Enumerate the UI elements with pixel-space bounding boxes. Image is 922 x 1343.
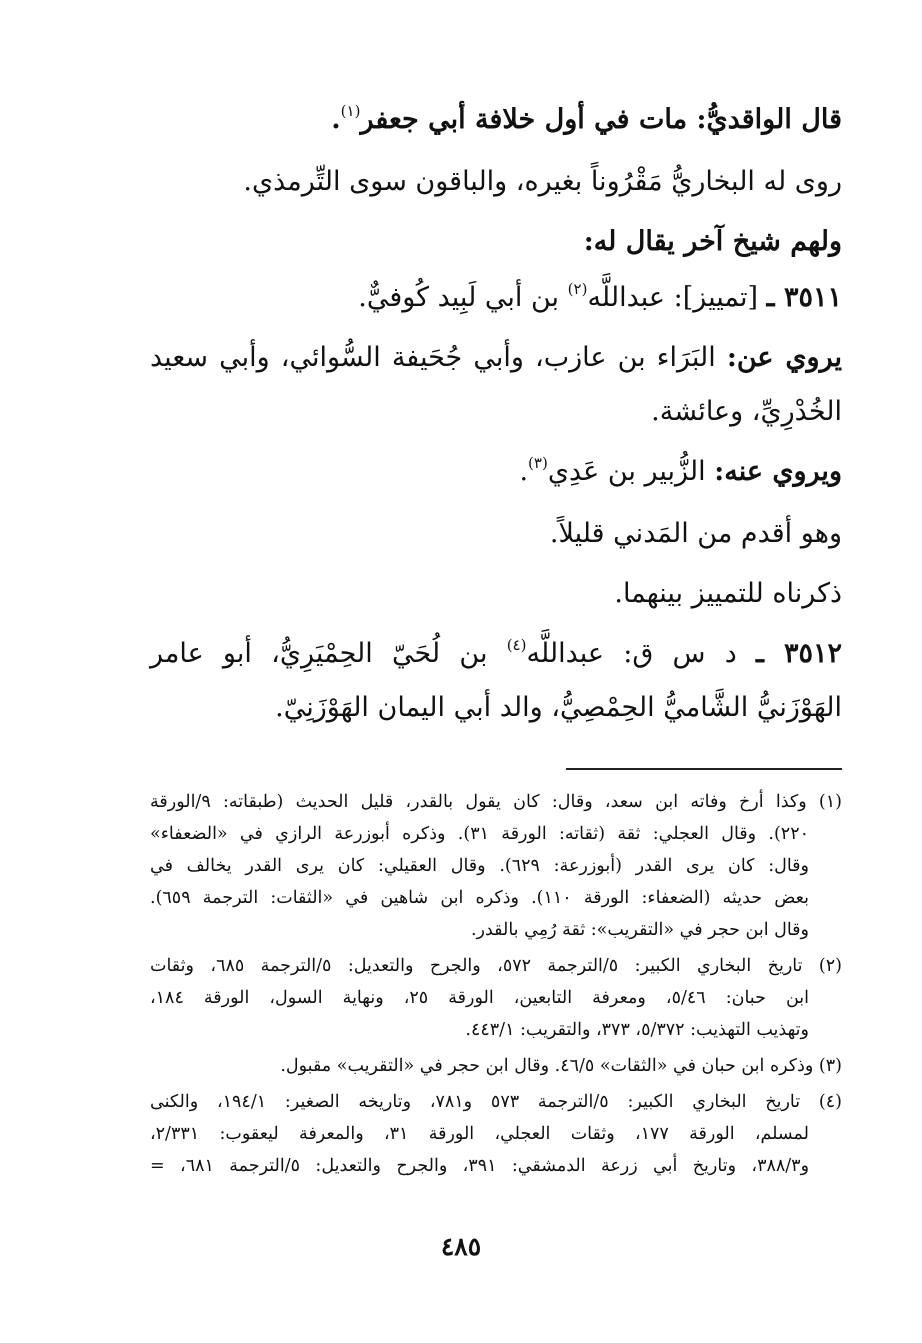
footnote-4-line-2: لمسلم، الورقة ١٧٧، وثقات العجلي، الورقة ٣١، والمعرفة ليعقوب: ٢/٣٣١،: [150, 1124, 809, 1144]
footnote-1-line-3: وقال: كان يرى القدر (أبوزرعة: ٦٢٩). وقال العقيلي: كان يرى القدر يخالف في: [150, 856, 809, 876]
main-line-2: روى له البخاريُّ مَقْرُوناً بغيره، والباقون سوى التِّرمذي.: [243, 166, 842, 197]
entry-number: ٣٥١١ ـ: [766, 282, 842, 313]
entry-3511-narrates-from-cont: الخُدْرِيِّ، وعائشة.: [651, 396, 842, 427]
page-number: ٤٨٥: [440, 1232, 482, 1261]
main-line-1: قال الواقديُّ: مات في أول خلافة أبي جعفر$^{(١)}$.: [331, 102, 842, 135]
footnote-2-line-3: وتهذيب التهذيب: ٥/٣٧٢، ٣٧٣، والتقريب: ٤٤٣/١.: [465, 1020, 809, 1040]
footnote-ref-3: (٣): [528, 454, 548, 472]
entry-3511-header: ٣٥١١ ـ [تمييز]: عبداللَّه$^{(٢)}$ بن أبي لَبِيد كُوفيٌّ.: [358, 280, 842, 313]
footnote-1-line-1: (١) وكذا أرخ وفاته ابن سعد، وقال: كان يقول بالقدر، قليل الحديث (طبقاته: ٩/الورقة: [150, 792, 842, 812]
footnote-2-line-1: (٢) تاريخ البخاري الكبير: ٥/الترجمة ٥٧٢، والجرح والتعديل: ٥/الترجمة ٦٨٥، وثقات: [150, 956, 842, 976]
footnote-ref-2: (٢): [567, 280, 588, 298]
entry-3511-note-2: ذكرناه للتمييز بينهما.: [614, 578, 842, 609]
footnote-ref-4: (٤): [506, 636, 527, 654]
entry-3512-header: ٣٥١٢ ـ د س ق: عبداللَّه$^{(٤)}$ بن لُحَيّ الحِمْيَرِيُّ، أبو عامر: [150, 636, 842, 669]
footnote-1-line-2: ٢٢٠). وقال العجلي: ثقة (ثقاته: الورقة ٣١). وذكره أبوزرعة الرازي في «الضعفاء»: [150, 824, 809, 844]
footnote-divider: [566, 768, 842, 770]
footnote-3-line-1: (٣) وذكره ابن حبان في «الثقات» ٤٦/٥. وقال ابن حجر في «التقريب» مقبول.: [280, 1056, 842, 1076]
footnote-1-line-4: بعض حديثه (الضعفاء: الورقة ١١٠). وذكره ابن شاهين في «الثقات: الترجمة ٦٥٩).: [150, 888, 809, 908]
entry-3511-note-1: وهو أقدم من المَدني قليلاً.: [549, 518, 842, 549]
footnote-4-line-1: (٤) تاريخ البخاري الكبير: ٥/الترجمة ٥٧٣ و٧٨١، وتاريخه الصغير: ١٩٤/١، والكنى: [150, 1092, 842, 1112]
footnote-4-line-3: و٣٨٨/٣، وتاريخ أبي زرعة الدمشقي: ٣٩١، والجرح والتعديل: ٥/الترجمة ٦٨١، =: [150, 1156, 810, 1176]
footnote-1-line-5: وقال ابن حجر في «التقريب»: ثقة رُمِي بالقدر.: [470, 920, 809, 940]
main-line-3: ولهم شيخ آخر يقال له:: [583, 226, 842, 257]
footnote-2-line-2: ابن حبان: ٥/٤٦، ومعرفة التابعين، الورقة ٢٥، ونهاية السول، الورقة ١٨٤،: [150, 988, 810, 1008]
entry-number: ٣٥١٢ ـ: [756, 638, 842, 669]
entry-3511-narrated-by: ويروي عنه: الزُّبير بن عَدِي$^{(٣)}$.: [519, 454, 842, 487]
entry-3511-narrates-from: يروي عن: البَرَاء بن عازب، وأبي جُحَيفة السُّوائي، وأبي سعيد: [150, 342, 842, 373]
entry-3512-cont: الهَوْزَنيُّ الشَّاميُّ الحِمْصِيُّ، والد أبي اليمان الهَوْزَنِيّ.: [275, 692, 842, 723]
footnote-ref-1: (١): [340, 102, 361, 120]
